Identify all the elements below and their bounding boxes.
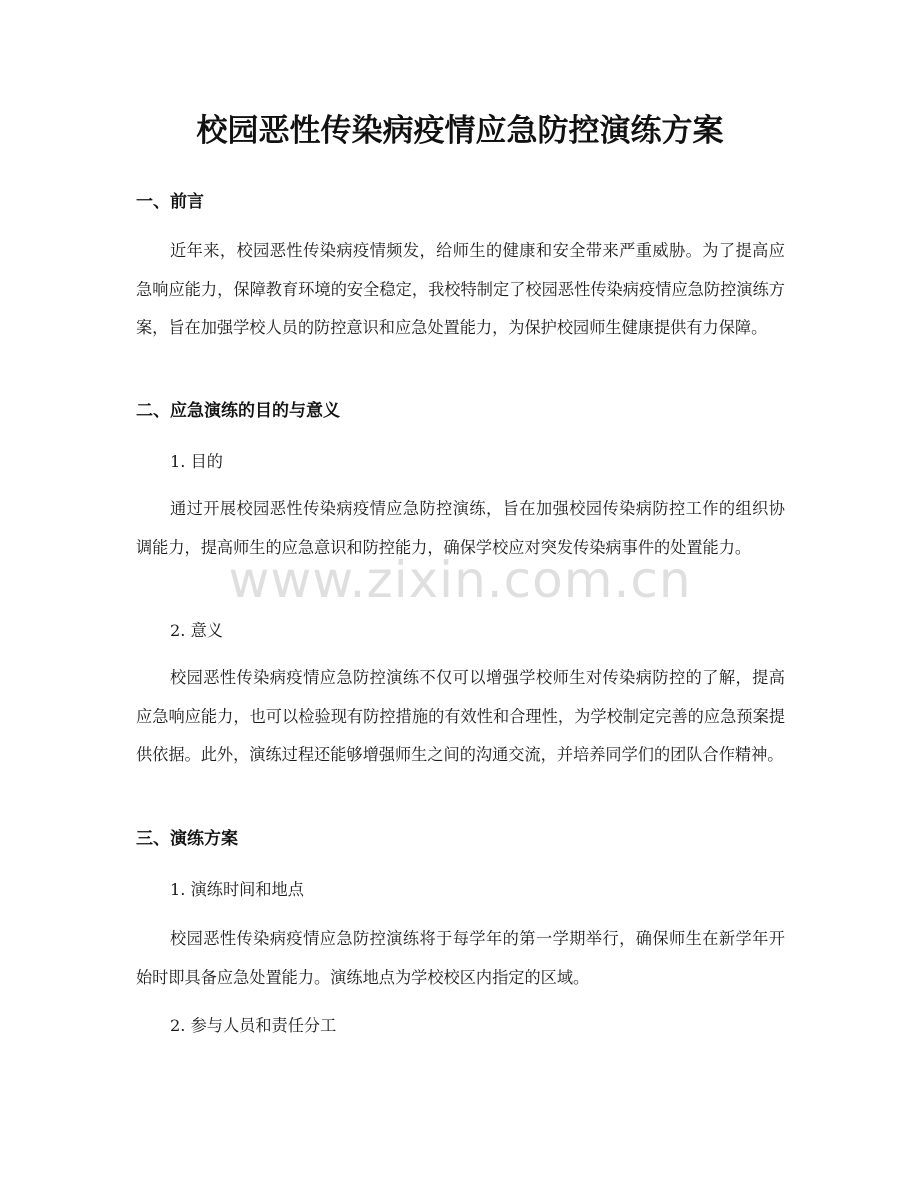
- preface-paragraph: 近年来，校园恶性传染病疫情频发，给师生的健康和安全带来严重威胁。为了提高应急响应能力，保障教育环境的安全稳定，我校特制定了校园恶性传染病疫情应急防控演练方案，旨在加强学校人员的防控意识和应急处置能力，为保护校园师生健康提供有力保障。: [136, 241, 785, 337]
- subheading-significance: 2. 意义: [170, 621, 223, 640]
- subheading-participants-duties: 2. 参与人员和责任分工: [170, 1016, 337, 1035]
- subheading-time-location: 1. 演练时间和地点: [170, 880, 304, 899]
- watermark: www.zixin.com.cn: [228, 551, 692, 609]
- section-heading-purpose-significance: 二、应急演练的目的与意义: [136, 401, 340, 421]
- document-title: 校园恶性传染病疫情应急防控演练方案: [196, 113, 724, 149]
- significance-paragraph: 校园恶性传染病疫情应急防控演练不仅可以增强学校师生对传染病防控的了解，提高应急响应能力，也可以检验现有防控措施的有效性和合理性，为学校制定完善的应急预案提供依据。此外，演练过程还能够增强师生之间的沟通交流，并培养同学们的团队合作精神。: [136, 668, 785, 764]
- time-location-paragraph: 校园恶性传染病疫情应急防控演练将于每学年的第一学期举行，确保师生在新学年开始时即具备应急处置能力。演练地点为学校校区内指定的区域。: [136, 929, 785, 987]
- purpose-paragraph: 通过开展校园恶性传染病疫情应急防控演练，旨在加强校园传染病防控工作的组织协调能力，提高师生的应急意识和防控能力，确保学校应对突发传染病事件的处置能力。: [136, 499, 785, 557]
- section-heading-preface: 一、前言: [136, 192, 204, 212]
- section-heading-drill-plan: 三、演练方案: [136, 829, 238, 849]
- subheading-purpose: 1. 目的: [170, 452, 223, 471]
